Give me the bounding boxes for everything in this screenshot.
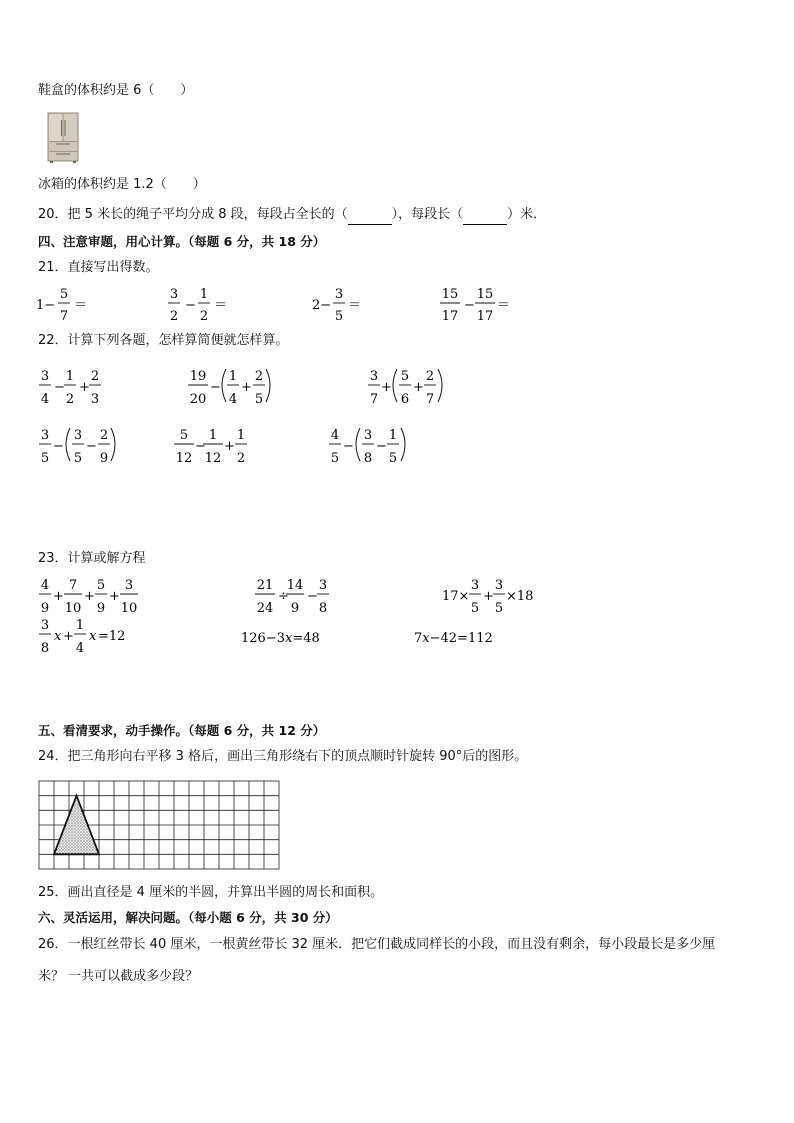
- svg-text:5: 5: [179, 428, 189, 443]
- q21-expr-2: [168, 287, 227, 324]
- svg-text:−: −: [376, 439, 387, 454]
- svg-text:8: 8: [363, 451, 373, 466]
- svg-text:+: +: [413, 380, 424, 395]
- svg-text:＝: ＝: [74, 298, 88, 313]
- q23-expr-3: [442, 578, 533, 616]
- svg-text:1: 1: [236, 428, 246, 443]
- svg-text:3: 3: [318, 578, 328, 593]
- svg-text:20: 20: [189, 392, 207, 407]
- section-6-heading: 六、灵活运用，解决问题。（每小题 6 分，共 30 分）: [38, 910, 338, 925]
- q21-expr-3: [312, 287, 361, 324]
- q22-expr-6: [329, 428, 405, 466]
- svg-text:5: 5: [73, 451, 83, 466]
- svg-text:+: +: [84, 589, 95, 604]
- svg-text:−: −: [86, 439, 97, 454]
- svg-text:2: 2: [199, 309, 209, 324]
- svg-text:21: 21: [256, 578, 274, 593]
- shoebox-volume-question: 鞋盒的体积约是 6（ ）: [38, 83, 194, 98]
- svg-text:6: 6: [400, 392, 410, 407]
- svg-text:+: +: [381, 380, 392, 395]
- svg-text:3: 3: [73, 428, 83, 443]
- svg-text:1: 1: [228, 369, 238, 384]
- svg-text:1: 1: [388, 428, 398, 443]
- svg-text:9: 9: [290, 601, 300, 616]
- svg-text:3: 3: [124, 578, 134, 593]
- svg-text:+: +: [241, 380, 252, 395]
- svg-text:7: 7: [59, 309, 69, 324]
- q20-text-2: ），每段长（: [391, 207, 464, 222]
- svg-text:4: 4: [228, 392, 238, 407]
- svg-text:7: 7: [425, 392, 435, 407]
- svg-text:×18: ×18: [506, 589, 534, 604]
- q20-text-1: 20．把 5 米长的绳子平均分成 8 段，每段占全长的（: [38, 207, 348, 222]
- svg-text:10: 10: [120, 601, 138, 616]
- svg-text:5: 5: [254, 392, 264, 407]
- svg-text:1: 1: [65, 369, 75, 384]
- q22-expr-2: [188, 369, 270, 407]
- svg-text:5: 5: [334, 309, 344, 324]
- q23-expressions: [34, 574, 554, 664]
- svg-text:1−: 1−: [36, 298, 56, 313]
- question-24: 24．把三角形向右平移 3 格后，画出三角形绕右下的顶点顺时针旋转 90°后的图形。: [38, 749, 528, 764]
- svg-text:+: +: [109, 589, 120, 604]
- svg-text:2: 2: [425, 369, 435, 384]
- svg-text:−: −: [53, 439, 64, 454]
- svg-text:2: 2: [99, 428, 109, 443]
- svg-text:+: +: [53, 589, 64, 604]
- svg-text:−: −: [210, 380, 221, 395]
- q21-expressions: [34, 284, 534, 326]
- svg-text:5: 5: [494, 601, 504, 616]
- svg-text:3: 3: [334, 287, 344, 302]
- svg-text:5: 5: [330, 451, 340, 466]
- svg-text:3: 3: [90, 392, 100, 407]
- svg-text:4: 4: [40, 392, 50, 407]
- svg-text:12: 12: [204, 451, 222, 466]
- q23-expr-1: [39, 578, 138, 616]
- svg-text:15: 15: [476, 287, 494, 302]
- q21-expr-4: [440, 287, 510, 324]
- svg-text:−: −: [464, 298, 475, 313]
- svg-text:19: 19: [189, 369, 207, 384]
- svg-text:3: 3: [169, 287, 179, 302]
- svg-text:9: 9: [96, 601, 106, 616]
- q23-expr-5: [241, 631, 320, 646]
- question-26-line-1: 26．一根红丝带长 40 厘米，一根黄丝带长 32 厘米．把它们截成同样长的小段，而且没有剩余，每小段最长是多少厘: [38, 937, 716, 952]
- grid-with-triangle: [38, 780, 280, 872]
- svg-text:1: 1: [199, 287, 209, 302]
- svg-text:4: 4: [40, 578, 50, 593]
- question-20: [38, 206, 546, 225]
- q22-expressions: [34, 364, 514, 474]
- svg-text:17: 17: [476, 309, 494, 324]
- question-21: 21．直接写出得数。: [38, 260, 159, 275]
- question-26-line-2: 米？ 一共可以截成多少段？: [38, 969, 199, 984]
- svg-text:＝: ＝: [214, 298, 228, 313]
- q20-answer-blank-2[interactable]: [463, 206, 507, 225]
- svg-text:x: x: [89, 629, 97, 644]
- svg-text:2: 2: [90, 369, 100, 384]
- svg-text:2: 2: [169, 309, 179, 324]
- svg-text:14: 14: [286, 578, 304, 593]
- svg-text:4: 4: [330, 428, 340, 443]
- svg-text:3: 3: [40, 369, 50, 384]
- svg-text:7: 7: [68, 578, 78, 593]
- svg-text:3: 3: [494, 578, 504, 593]
- svg-text:5: 5: [96, 578, 106, 593]
- svg-text:10: 10: [64, 601, 82, 616]
- svg-text:−: −: [195, 439, 206, 454]
- section-4-heading: 四、注意审题，用心计算。（每题 6 分，共 18 分）: [38, 234, 326, 249]
- q22-expr-3: [368, 369, 442, 407]
- svg-text:2−: 2−: [312, 298, 332, 313]
- svg-text:4: 4: [75, 641, 85, 656]
- svg-text:9: 9: [40, 601, 50, 616]
- svg-text:12: 12: [175, 451, 193, 466]
- svg-text:5: 5: [470, 601, 480, 616]
- svg-text:126−3x=48: 126−3x=48: [241, 631, 320, 646]
- q22-expr-5: [174, 428, 247, 466]
- svg-text:+: +: [63, 629, 74, 644]
- svg-text:＝: ＝: [497, 298, 511, 313]
- svg-text:15: 15: [441, 287, 459, 302]
- svg-text:3: 3: [470, 578, 480, 593]
- svg-text:3: 3: [40, 428, 50, 443]
- svg-text:17: 17: [441, 309, 459, 324]
- question-25: 25．画出直径是 4 厘米的半圆，并算出半圆的周长和面积。: [38, 885, 384, 900]
- q20-answer-blank-1[interactable]: [348, 206, 392, 225]
- section-5-heading: 五、看清要求，动手操作。（每题 6 分，共 12 分）: [38, 723, 326, 738]
- fridge-volume-question: 冰箱的体积约是 1.2（ ）: [38, 177, 206, 192]
- q21-expr-1: [36, 287, 87, 324]
- q22-expr-1: [39, 369, 101, 407]
- svg-text:1: 1: [208, 428, 218, 443]
- svg-text:x: x: [54, 629, 62, 644]
- svg-text:24: 24: [256, 601, 274, 616]
- svg-text:3: 3: [369, 369, 379, 384]
- q22-expr-4: [39, 428, 115, 466]
- svg-text:3: 3: [40, 618, 50, 633]
- svg-text:9: 9: [99, 451, 109, 466]
- question-23: 23．计算或解方程: [38, 551, 146, 566]
- svg-text:7x−42=112: 7x−42=112: [414, 631, 493, 646]
- svg-text:5: 5: [40, 451, 50, 466]
- svg-text:−: −: [307, 589, 318, 604]
- svg-text:1: 1: [75, 618, 85, 633]
- svg-text:7: 7: [369, 392, 379, 407]
- q20-text-3: ）米．: [507, 207, 547, 222]
- question-22: 22．计算下列各题，怎样算简便就怎样算。: [38, 333, 289, 348]
- q23-expr-2: [255, 578, 329, 616]
- svg-text:−: −: [54, 380, 65, 395]
- svg-text:−: −: [343, 439, 354, 454]
- fridge-icon: [46, 112, 80, 163]
- q23-expr-6: [414, 631, 493, 646]
- svg-text:÷: ÷: [278, 589, 289, 604]
- svg-text:+: +: [483, 589, 494, 604]
- svg-text:2: 2: [254, 369, 264, 384]
- svg-text:−: −: [185, 298, 196, 313]
- svg-text:+: +: [224, 439, 235, 454]
- svg-text:5: 5: [59, 287, 69, 302]
- svg-text:5: 5: [400, 369, 410, 384]
- svg-text:=12: =12: [98, 629, 126, 644]
- svg-text:8: 8: [40, 641, 50, 656]
- svg-text:17×: 17×: [442, 589, 470, 604]
- svg-text:2: 2: [236, 451, 246, 466]
- svg-text:8: 8: [318, 601, 328, 616]
- q23-expr-4: [39, 618, 125, 656]
- svg-text:＝: ＝: [348, 298, 362, 313]
- svg-text:+: +: [79, 380, 90, 395]
- svg-text:2: 2: [65, 392, 75, 407]
- svg-text:3: 3: [363, 428, 373, 443]
- svg-text:5: 5: [388, 451, 398, 466]
